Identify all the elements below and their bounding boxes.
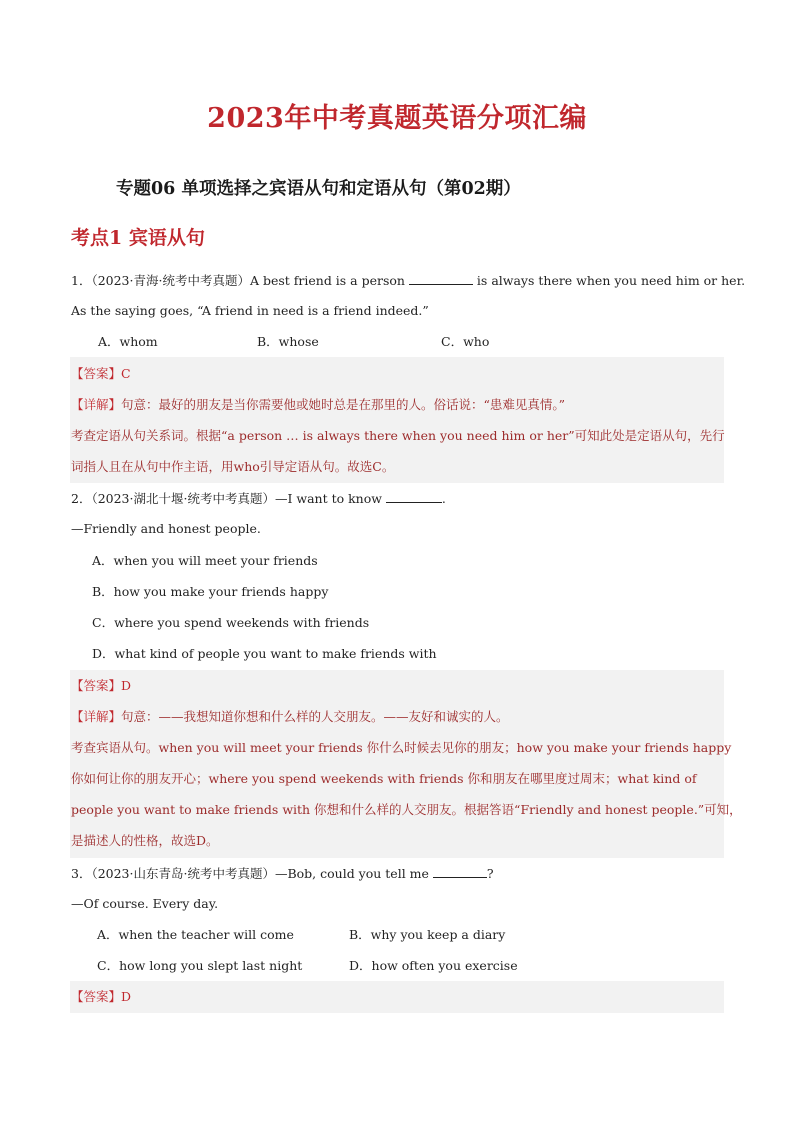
question-2-stem: [71, 490, 446, 507]
q2-detail-line-4: people you want to make friends with 你想和什么样的人交朋友。根据答语“Friendly and honest people.”可知，: [71, 802, 742, 817]
q3-stem-part-a: 3．（2023·山东青岛·统考中考真题）—Bob, could you tell me: [71, 866, 433, 881]
q2-option-b: B．how you make your friends happy: [92, 584, 329, 599]
answer-blank: [386, 490, 442, 503]
q3-answer-line: [71, 989, 131, 1005]
answer-blank: [409, 272, 473, 285]
q3-stem-part-b: ?: [486, 866, 494, 881]
document-title: 2023年中考真题英语分项汇编: [207, 103, 587, 134]
q2-option-a: A．when you will meet your friends: [92, 553, 318, 568]
answer-tag: 【答案】: [71, 366, 122, 381]
q2-option-d: D．what kind of people you want to make friends with: [92, 646, 437, 661]
q3-answer-panel: [70, 981, 724, 1013]
topic-subtitle: 专题06 单项选择之宾语从句和定语从句（第02期）: [116, 179, 521, 199]
q3-option-b: B．why you keep a diary: [349, 927, 506, 942]
answer-tag: 【答案】: [71, 989, 122, 1004]
question-3-stem: [71, 865, 494, 882]
q1-stem-part-b: is always there when you need him or her.: [472, 273, 746, 288]
q1-stem-part-a: 1．（2023·青海·统考中考真题）A best friend is a person: [71, 273, 409, 288]
question-2-stem-line2: —Friendly and honest people.: [71, 521, 261, 536]
q2-detail-line-1: [71, 709, 509, 725]
q2-answer-value: D: [121, 678, 132, 693]
q1-detail-text-1: 句意：最好的朋友是当你需要他或她时总是在那里的人。俗话说：“患难见真情。”: [121, 397, 566, 412]
q3-option-a: A．when the teacher will come: [97, 927, 294, 942]
answer-tag: 【答案】: [71, 678, 122, 693]
q2-detail-line-3: 你如何让你的朋友开心；where you spend weekends with friends 你和朋友在哪里度过周末；what kind of: [71, 771, 697, 786]
q1-option-a: A．whom: [98, 334, 158, 349]
q2-stem-part-b: .: [441, 491, 446, 506]
q2-stem-part-a: 2．（2023·湖北十堰·统考中考真题）—I want to know: [71, 491, 386, 506]
q2-answer-panel: [70, 670, 724, 858]
q1-detail-line-1: [71, 397, 565, 413]
q2-answer-line: [71, 678, 131, 694]
question-1-stem: [71, 272, 745, 289]
q3-option-d: D．how often you exercise: [349, 958, 518, 973]
q1-option-b: B．whose: [257, 334, 319, 349]
q2-detail-text-1: 句意：——我想知道你想和什么样的人交朋友。——友好和诚实的人。: [121, 709, 509, 724]
question-1-stem-line2: As the saying goes, “A friend in need is a friend indeed.”: [71, 303, 429, 318]
q2-detail-line-2: 考查宾语从句。when you will meet your friends 你什么时候去见你的朋友；how you make your friends happy: [71, 740, 732, 755]
q3-option-c: C．how long you slept last night: [97, 958, 303, 973]
q1-option-c: C．who: [441, 334, 490, 349]
q3-answer-value: D: [121, 989, 132, 1004]
detail-tag: 【详解】: [71, 709, 122, 724]
q1-answer-value: C: [121, 366, 131, 381]
q2-detail-line-5: 是描述人的性格，故选D。: [71, 833, 219, 848]
detail-tag: 【详解】: [71, 397, 122, 412]
q2-option-c: C．where you spend weekends with friends: [92, 615, 370, 630]
q1-detail-line-2: 考查定语从句关系词。根据“a person … is always there when you need him or her”可知此处是定语从句，先行: [71, 428, 725, 443]
q1-answer-line: [71, 366, 131, 382]
answer-blank: [433, 865, 487, 878]
question-3-stem-line2: —Of course. Every day.: [71, 896, 219, 911]
section-heading: 考点1 宾语从句: [71, 227, 205, 249]
q1-detail-line-3: 词指人且在从句中作主语，用who引导定语从句。故选C。: [71, 459, 395, 474]
